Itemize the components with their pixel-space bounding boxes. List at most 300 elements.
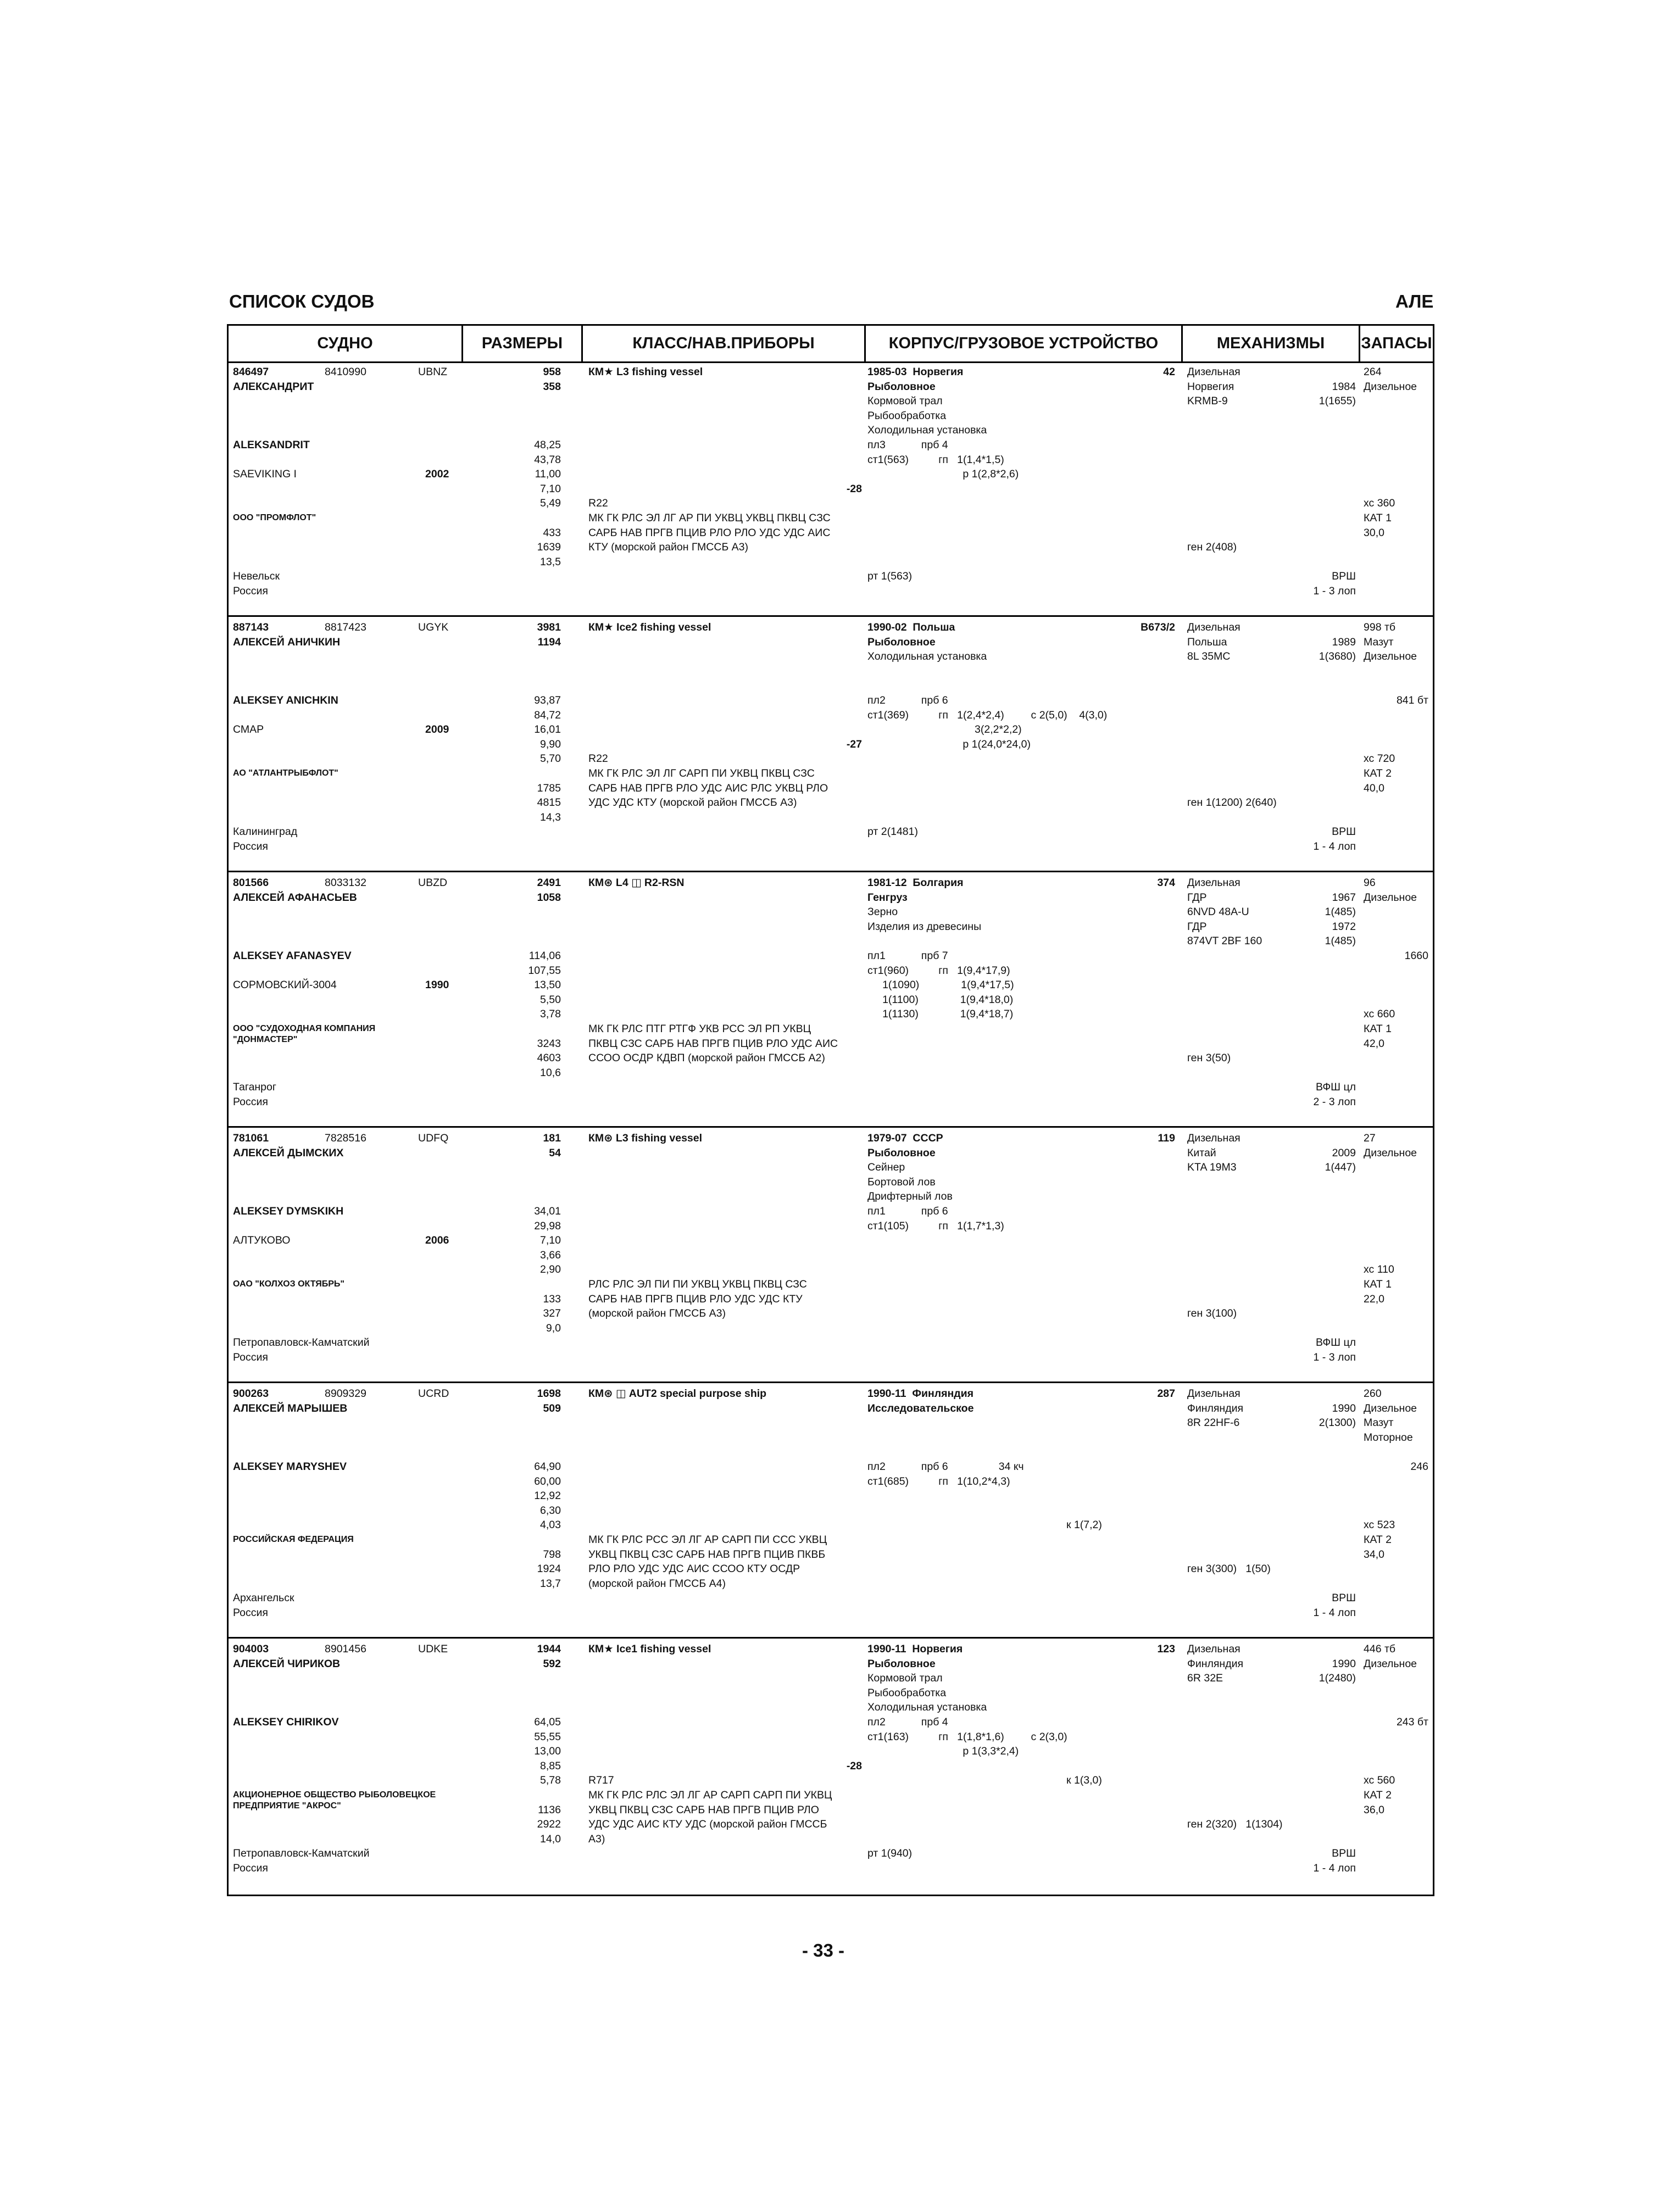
- class-notation: КМ★ Ice2 fishing vessel: [588, 621, 711, 633]
- vessel-name-ru: АЛЕКСЕЙ АНИЧКИН: [233, 636, 341, 648]
- imo-number: 7828516: [325, 1132, 366, 1144]
- dimension-value: 64,90: [534, 1461, 561, 1473]
- propeller-type: ВРШ: [1332, 570, 1356, 583]
- supply-line: Мазут: [1364, 1417, 1394, 1429]
- dimension-value: 2922: [537, 1818, 561, 1831]
- vessel-record: [229, 617, 1433, 872]
- dimension-value: 1698: [537, 1388, 561, 1400]
- build-info: 1981-12 Болгария: [867, 877, 964, 889]
- hull-extra: к 1(3,0): [1066, 1774, 1102, 1787]
- dimension-value: 1639: [537, 541, 561, 554]
- dimension-value: 54: [549, 1146, 561, 1159]
- engine-detail-value: 1989: [1332, 636, 1356, 648]
- vessel-name-en: ALEKSEY ANICHKIN: [233, 694, 338, 706]
- propeller-blades: 1 - 3 лоп: [1313, 1351, 1356, 1363]
- nav-code: R22: [588, 753, 608, 765]
- nav-code: R717: [588, 1774, 614, 1787]
- dimension-value: 34,01: [534, 1205, 561, 1217]
- imo-number: 8410990: [325, 366, 366, 378]
- hull-line: р 1(3,3*2,4): [867, 1745, 1019, 1758]
- build-info: 1990-02 Польша: [867, 621, 955, 633]
- call-sign: UGYK: [418, 621, 449, 633]
- dimension-value: 798: [543, 1548, 561, 1561]
- hull-line: Исследовательское: [867, 1402, 974, 1414]
- class-notation: КМ⊛ L3 fishing vessel: [588, 1132, 703, 1144]
- home-port: Таганрог: [233, 1081, 276, 1094]
- page-title: СПИСОК СУДОВ: [229, 291, 375, 311]
- hull-line: 1(1130) 1(9,4*18,7): [867, 1008, 1014, 1021]
- hull-line: пл3 прб 4: [867, 439, 948, 451]
- supply-line: Дизельное: [1364, 380, 1417, 393]
- vessel-record: [229, 1383, 1433, 1639]
- hull-line: Холодильная установка: [867, 650, 987, 663]
- former-name-year: 2002: [425, 468, 449, 481]
- build-info: 1979-07 СССР: [867, 1132, 943, 1144]
- propeller-type: ВРШ: [1332, 826, 1356, 838]
- owner: ОАО "КОЛХОЗ ОКТЯБРЬ": [233, 1279, 345, 1289]
- reg-number: 801566: [233, 877, 269, 889]
- supply-line: Дизельное: [1364, 1146, 1417, 1159]
- hull-line: Дрифтерный лов: [867, 1190, 953, 1203]
- imo-number: 8901456: [325, 1643, 366, 1655]
- vessel-record: [229, 361, 1433, 617]
- page-number: - 33 -: [802, 1940, 845, 1960]
- former-name: СМАР: [233, 723, 264, 736]
- nav-equipment-line: УКВЦ ПКВЦ СЗС САРБ НАВ ПРГВ ПЦИВ РЛО: [588, 1803, 819, 1816]
- col-header-machinery: МЕХАНИЗМЫ: [1183, 326, 1360, 361]
- nav-equipment-line: УДС УДС АИС КТУ УДС (морской район ГМССБ: [588, 1818, 827, 1831]
- dimension-value: 133: [543, 1293, 561, 1305]
- engine-detail-value: 1(485): [1325, 935, 1356, 948]
- engine-detail: Китай: [1187, 1146, 1216, 1159]
- engine-detail-value: 2(1300): [1319, 1417, 1356, 1429]
- imo-number: 8909329: [325, 1388, 366, 1400]
- class-notation: КМ★ Ice1 fishing vessel: [588, 1643, 711, 1655]
- dimension-value: 592: [543, 1657, 561, 1670]
- dimension-value: 16,01: [534, 723, 561, 736]
- supply-line: 260: [1364, 1388, 1382, 1400]
- nav-equipment-line: КТУ (морской район ГМССБ А3): [588, 541, 749, 554]
- supply-ballast: 246: [1410, 1461, 1428, 1473]
- vessel-record: [229, 1639, 1433, 1897]
- dimension-value: 9,0: [546, 1322, 561, 1334]
- build-info: 1985-03 Норвегия: [867, 366, 964, 378]
- flag-country: Россия: [233, 1351, 268, 1363]
- dimension-value: 93,87: [534, 694, 561, 706]
- owner: АКЦИОНЕРНОЕ ОБЩЕСТВО РЫБОЛОВЕЦКОЕ ПРЕДПРИЯТИЕ "АКРОС": [233, 1790, 436, 1811]
- imo-number: 8817423: [325, 621, 366, 633]
- supply-line: хс 523: [1364, 1519, 1395, 1531]
- engine-detail: ГДР: [1187, 920, 1207, 933]
- dimension-value: 60,00: [534, 1475, 561, 1488]
- flag-country: Россия: [233, 585, 268, 597]
- class-notation: КМ⊛ L4 ◫ R2-RSN: [588, 877, 685, 889]
- dimension-value: 7,10: [540, 1234, 561, 1247]
- generators: ген 2(320) 1(1304): [1187, 1818, 1283, 1831]
- hull-line: Рыболовное: [867, 1146, 936, 1159]
- hull-line: Кормовой трал: [867, 395, 943, 408]
- engine-detail-value: 1990: [1332, 1402, 1356, 1414]
- call-sign: UBNZ: [418, 366, 448, 378]
- col-header-hull: КОРПУС/ГРУЗОВОЕ УСТРОЙСТВО: [866, 326, 1183, 361]
- build-info: 1990-11 Финляндия: [867, 1388, 974, 1400]
- supply-line: КАТ 1: [1364, 512, 1392, 524]
- supply-line: хс 110: [1364, 1263, 1394, 1276]
- supply-line: Дизельное: [1364, 891, 1417, 904]
- dimension-value: 29,98: [534, 1219, 561, 1232]
- owner: ООО "ПРОМФЛОТ": [233, 512, 316, 522]
- hull-line: 1(1100) 1(9,4*18,0): [867, 993, 1014, 1006]
- propeller-type: ВРШ: [1332, 1847, 1356, 1860]
- col-header-dimensions: РАЗМЕРЫ: [463, 326, 583, 361]
- dimension-value: 13,5: [540, 555, 561, 568]
- flag-country: Россия: [233, 1862, 268, 1874]
- supply-line: 34,0: [1364, 1548, 1384, 1561]
- home-port: Калининград: [233, 826, 298, 838]
- supply-line: КАТ 1: [1364, 1278, 1392, 1290]
- propeller-blades: 2 - 3 лоп: [1313, 1096, 1356, 1108]
- hull-line: Кормовой трал: [867, 1672, 943, 1685]
- dimension-value: 84,72: [534, 709, 561, 721]
- call-sign: UCRD: [418, 1388, 449, 1400]
- engine-detail-value: 1972: [1332, 920, 1356, 933]
- vessel-name-en: ALEKSEY CHIRIKOV: [233, 1716, 339, 1728]
- hull-line: Рыбообработка: [867, 1686, 947, 1699]
- hull-line: ст1(163) гп 1(1,8*1,6) с 2(3,0): [867, 1730, 1067, 1743]
- refrigerated-holds: рт 1(940): [867, 1847, 913, 1860]
- hull-line: ст1(685) гп 1(10,2*4,3): [867, 1475, 1010, 1488]
- generators: ген 3(300) 1(50): [1187, 1563, 1271, 1575]
- build-number: 287: [1157, 1388, 1175, 1400]
- engine-type: Дизельная: [1187, 1388, 1240, 1400]
- supply-line: 22,0: [1364, 1293, 1384, 1305]
- dimension-value: 3981: [537, 621, 561, 633]
- nav-code: R22: [588, 497, 608, 510]
- hull-line: 3(2,2*2,2): [867, 723, 1022, 736]
- dimension-value: 958: [543, 366, 561, 378]
- hull-line: пл2 прб 4: [867, 1716, 948, 1728]
- flag-country: Россия: [233, 840, 268, 853]
- hull-extra: к 1(7,2): [1066, 1519, 1102, 1531]
- supply-line: 264: [1364, 366, 1382, 378]
- engine-detail-value: 1967: [1332, 891, 1356, 904]
- engine-detail: ГДР: [1187, 891, 1207, 904]
- vessel-name-ru: АЛЕКСЕЙ ДЫМСКИХ: [233, 1146, 344, 1159]
- former-name-year: 2009: [425, 723, 449, 736]
- nav-equipment-line: МК ГК РЛС ЭЛ ЛГ АР ПИ УКВЦ УКВЦ ПКВЦ СЗС: [588, 512, 831, 524]
- hull-line: Рыбообработка: [867, 409, 947, 422]
- call-sign: UDKE: [418, 1643, 448, 1655]
- dimension-value: 1194: [537, 636, 561, 648]
- owner: ООО "СУДОХОДНАЯ КОМПАНИЯ "ДОНМАСТЕР": [233, 1023, 376, 1044]
- engine-detail-value: 1984: [1332, 380, 1356, 393]
- former-name-year: 2006: [425, 1234, 449, 1247]
- propeller-blades: 1 - 4 лоп: [1313, 1607, 1356, 1619]
- dimension-value: 358: [543, 380, 561, 393]
- engine-detail: Финляндия: [1187, 1657, 1244, 1670]
- refrigerated-holds: рт 2(1481): [867, 826, 918, 838]
- ship-list-table: [227, 324, 1434, 1896]
- engine-detail: 874VT 2BF 160: [1187, 935, 1262, 948]
- dimension-value: 1136: [538, 1803, 561, 1816]
- hull-line: Зерно: [867, 906, 898, 918]
- dimension-value: 327: [543, 1307, 561, 1320]
- vessel-name-ru: АЛЕКСАНДРИТ: [233, 380, 314, 393]
- dimension-value: 13,00: [534, 1745, 561, 1758]
- supply-line: хс 660: [1364, 1008, 1395, 1021]
- col-header-vessel: СУДНО: [229, 326, 463, 361]
- engine-detail-value: 1(2480): [1319, 1672, 1356, 1685]
- supply-line: Мазут: [1364, 636, 1394, 648]
- nav-equipment-line: УДС УДС КТУ (морской район ГМССБ А3): [588, 796, 797, 809]
- build-number: 374: [1157, 877, 1175, 889]
- build-info: 1990-11 Норвегия: [867, 1643, 963, 1655]
- supply-line: КАТ 2: [1364, 767, 1392, 779]
- ice-class: -27: [846, 738, 862, 750]
- dimension-value: 6,30: [540, 1504, 561, 1517]
- nav-equipment-line: ПКВЦ СЗС САРБ НАВ ПРГВ ПЦИВ РЛО УДС АИС: [588, 1037, 838, 1050]
- former-name-year: 1990: [425, 979, 449, 991]
- vessel-name-ru: АЛЕКСЕЙ МАРЫШЕВ: [233, 1402, 348, 1414]
- generators: ген 3(50): [1187, 1052, 1231, 1065]
- nav-equipment-line: МК ГК РЛС РЛС ЭЛ ЛГ АР САРП САРП ПИ УКВЦ: [588, 1789, 832, 1801]
- supply-ballast: 1660: [1404, 950, 1428, 962]
- supply-line: 36,0: [1364, 1803, 1384, 1816]
- class-notation: КМ★ L3 fishing vessel: [588, 366, 703, 378]
- engine-type: Дизельная: [1187, 1132, 1240, 1144]
- reg-number: 781061: [233, 1132, 269, 1144]
- call-sign: UDFQ: [418, 1132, 449, 1144]
- engine-detail: 8L 35MC: [1187, 650, 1231, 663]
- dimension-value: 4603: [537, 1052, 561, 1065]
- supply-line: 40,0: [1364, 782, 1384, 794]
- dimension-value: 55,55: [534, 1730, 561, 1743]
- supply-line: хс 720: [1364, 753, 1395, 765]
- propeller-type: ВФШ цл: [1315, 1336, 1356, 1349]
- generators: ген 1(1200) 2(640): [1187, 796, 1277, 809]
- supply-line: 27: [1364, 1132, 1376, 1144]
- dimension-value: 181: [543, 1132, 561, 1144]
- ice-class: -28: [846, 482, 862, 495]
- supply-line: КАТ 1: [1364, 1023, 1392, 1035]
- supply-line: КАТ 2: [1364, 1534, 1392, 1546]
- dimension-value: 14,0: [540, 1832, 561, 1845]
- dimension-value: 48,25: [534, 439, 561, 451]
- hull-line: ст1(960) гп 1(9,4*17,9): [867, 964, 1010, 977]
- nav-equipment-line: МК ГК РЛС РСС ЭЛ ЛГ АР САРП ПИ ССС УКВЦ: [588, 1534, 827, 1546]
- supply-line: Дизельное: [1364, 1657, 1417, 1670]
- hull-line: р 1(2,8*2,6): [867, 468, 1019, 481]
- engine-type: Дизельная: [1187, 366, 1240, 378]
- supply-line: 446 тб: [1364, 1643, 1396, 1655]
- supply-line: хс 360: [1364, 497, 1395, 510]
- vessel-name-en: ALEKSEY MARYSHEV: [233, 1461, 347, 1473]
- table-header: [229, 326, 1433, 363]
- engine-detail: Финляндия: [1187, 1402, 1244, 1414]
- col-header-class: КЛАСС/НАВ.ПРИБОРЫ: [583, 326, 866, 361]
- dimension-value: 2,90: [540, 1263, 561, 1276]
- dimension-value: 114,06: [529, 950, 561, 962]
- hull-line: Изделия из древесины: [867, 920, 982, 933]
- nav-equipment-line: МК ГК РЛС ЭЛ ЛГ САРП ПИ УКВЦ ПКВЦ СЗС: [588, 767, 815, 779]
- home-port: Невельск: [233, 570, 280, 583]
- reg-number: 887143: [233, 621, 269, 633]
- dimension-value: 1924: [537, 1563, 561, 1575]
- hull-line: пл1 прб 6: [867, 1205, 948, 1217]
- dimension-value: 5,78: [540, 1774, 561, 1787]
- hull-line: Рыболовное: [867, 1657, 936, 1670]
- flag-country: Россия: [233, 1096, 268, 1108]
- dimension-value: 12,92: [534, 1490, 561, 1502]
- home-port: Петропавловск-Камчатский: [233, 1336, 370, 1349]
- dimension-value: 2491: [537, 877, 561, 889]
- engine-detail-value: 1(3680): [1319, 650, 1356, 663]
- hull-line: ст1(563) гп 1(1,4*1,5): [867, 453, 1004, 466]
- nav-equipment-line: УКВЦ ПКВЦ СЗС САРБ НАВ ПРГВ ПЦИВ ПКВБ: [588, 1548, 826, 1561]
- supply-ballast: 243 бт: [1396, 1716, 1428, 1728]
- former-name: SAEVIKING I: [233, 468, 297, 481]
- engine-detail-value: 1(447): [1325, 1161, 1356, 1174]
- engine-detail-value: 1990: [1332, 1657, 1356, 1670]
- dimension-value: 433: [543, 526, 561, 539]
- engine-detail: 6NVD 48A-U: [1187, 906, 1249, 918]
- reg-number: 846497: [233, 366, 269, 378]
- imo-number: 8033132: [325, 877, 366, 889]
- dimension-value: 10,6: [540, 1066, 561, 1079]
- dimension-value: 3,66: [540, 1249, 561, 1261]
- dimension-value: 1944: [537, 1643, 561, 1655]
- dimension-value: 5,49: [540, 497, 561, 510]
- home-port: Петропавловск-Камчатский: [233, 1847, 370, 1860]
- nav-equipment-line: РЛО РЛО УДС УДС АИС ССОО КТУ ОСДР: [588, 1563, 800, 1575]
- dimension-value: 5,50: [540, 993, 561, 1006]
- hull-line: р 1(24,0*24,0): [867, 738, 1031, 750]
- dimension-value: 4,03: [540, 1519, 561, 1531]
- vessel-name-en: ALEKSEY DYMSKIKH: [233, 1205, 344, 1217]
- nav-equipment-line: САРБ НАВ ПРГВ ПЦИВ РЛО УДС УДС КТУ: [588, 1293, 803, 1305]
- build-number: 123: [1157, 1643, 1175, 1655]
- engine-detail-value: 1(485): [1325, 906, 1356, 918]
- engine-detail: 6R 32E: [1187, 1672, 1223, 1685]
- vessel-record: [229, 872, 1433, 1128]
- supply-line: 30,0: [1364, 526, 1384, 539]
- hull-line: ст1(105) гп 1(1,7*1,3): [867, 1219, 1004, 1232]
- section-code: АЛЕ: [1395, 291, 1434, 311]
- dimension-value: 107,55: [528, 964, 561, 977]
- vessel-record: [229, 1128, 1433, 1383]
- hull-line: Холодильная установка: [867, 424, 987, 437]
- reg-number: 904003: [233, 1643, 269, 1655]
- vessel-name-en: ALEKSEY AFANASYEV: [233, 950, 352, 962]
- engine-detail: 8R 22HF-6: [1187, 1417, 1240, 1429]
- propeller-blades: 1 - 4 лоп: [1313, 1862, 1356, 1874]
- flag-country: Россия: [233, 1607, 268, 1619]
- hull-line: пл2 прб 6 34 кч: [867, 1461, 1024, 1473]
- dimension-value: 43,78: [534, 453, 561, 466]
- hull-line: Рыболовное: [867, 636, 936, 648]
- hull-line: Рыболовное: [867, 380, 936, 393]
- propeller-blades: 1 - 3 лоп: [1313, 585, 1356, 597]
- hull-line: пл2 прб 6: [867, 694, 948, 706]
- engine-type: Дизельная: [1187, 877, 1240, 889]
- engine-detail-value: 2009: [1332, 1146, 1356, 1159]
- nav-equipment-line: САРБ НАВ ПРГВ ПЦИВ РЛО РЛО УДС УДС АИС: [588, 526, 831, 539]
- dimension-value: 1785: [537, 782, 561, 794]
- vessel-name-ru: АЛЕКСЕЙ АФАНАСЬЕВ: [233, 891, 357, 904]
- call-sign: UBZD: [418, 877, 448, 889]
- supply-line: 42,0: [1364, 1037, 1384, 1050]
- supply-line: Дизельное: [1364, 650, 1417, 663]
- refrigerated-holds: рт 1(563): [867, 570, 913, 583]
- generators: ген 2(408): [1187, 541, 1237, 554]
- dimension-value: 3,78: [540, 1008, 561, 1021]
- dimension-value: 3243: [537, 1037, 561, 1050]
- supply-ballast: 841 бт: [1396, 694, 1428, 706]
- engine-type: Дизельная: [1187, 621, 1240, 633]
- dimension-value: 4815: [537, 796, 561, 809]
- vessel-name-ru: АЛЕКСЕЙ ЧИРИКОВ: [233, 1657, 341, 1670]
- supply-line: КАТ 2: [1364, 1789, 1392, 1801]
- supply-line: 998 тб: [1364, 621, 1396, 633]
- dimension-value: 5,70: [540, 753, 561, 765]
- engine-type: Дизельная: [1187, 1643, 1240, 1655]
- reg-number: 900263: [233, 1388, 269, 1400]
- nav-equipment-line: (морской район ГМССБ А4): [588, 1577, 726, 1590]
- nav-equipment-line: А3): [588, 1832, 605, 1845]
- hull-line: Генгруз: [867, 891, 908, 904]
- hull-line: 1(1090) 1(9,4*17,5): [867, 979, 1014, 991]
- build-number: 119: [1158, 1132, 1175, 1144]
- nav-equipment-line: МК ГК РЛС ПТГ РТГФ УКВ РСС ЭЛ РП УКВЦ: [588, 1023, 811, 1035]
- dimension-value: 9,90: [540, 738, 561, 750]
- home-port: Архангельск: [233, 1592, 294, 1605]
- ice-class: -28: [846, 1759, 862, 1772]
- propeller-type: ВРШ: [1332, 1592, 1356, 1605]
- supply-line: хс 560: [1364, 1774, 1395, 1787]
- hull-line: ст1(369) гп 1(2,4*2,4) с 2(5,0) 4(3,0): [867, 709, 1108, 721]
- nav-equipment-line: (морской район ГМССБ А3): [588, 1307, 726, 1320]
- build-number: B673/2: [1141, 621, 1175, 633]
- col-header-supplies: ЗАПАСЫ: [1361, 335, 1432, 352]
- dimension-value: 14,3: [540, 811, 561, 823]
- dimension-value: 7,10: [540, 482, 561, 495]
- hull-line: Бортовой лов: [867, 1176, 936, 1188]
- dimension-value: 11,00: [535, 468, 561, 481]
- class-notation: КМ⊛ ◫ AUT2 special purpose ship: [588, 1388, 767, 1400]
- propeller-blades: 1 - 4 лоп: [1313, 840, 1356, 853]
- propeller-type: ВФШ цл: [1315, 1081, 1356, 1094]
- nav-equipment-line: ССОО ОСДР КДВП (морской район ГМССБ А2): [588, 1052, 825, 1065]
- owner: АО "АТЛАНТРЫБФЛОТ": [233, 768, 338, 778]
- dimension-value: 13,7: [540, 1577, 561, 1590]
- hull-line: пл1 прб 7: [867, 950, 948, 962]
- engine-detail: KTA 19M3: [1187, 1161, 1237, 1174]
- engine-detail-value: 1(1655): [1319, 395, 1356, 408]
- generators: ген 3(100): [1187, 1307, 1237, 1320]
- owner: РОССИЙСКАЯ ФЕДЕРАЦИЯ: [233, 1534, 354, 1544]
- dimension-value: 1058: [537, 891, 561, 904]
- former-name: АЛТУКОВО: [233, 1234, 291, 1247]
- dimension-value: 8,85: [540, 1759, 561, 1772]
- build-number: 42: [1163, 366, 1175, 378]
- supply-line: Моторное: [1364, 1431, 1413, 1444]
- engine-detail: Польша: [1187, 636, 1227, 648]
- dimension-value: 64,05: [534, 1716, 561, 1728]
- dimension-value: 509: [543, 1402, 561, 1414]
- nav-equipment-line: РЛС РЛС ЭЛ ПИ ПИ УКВЦ УКВЦ ПКВЦ СЗС: [588, 1278, 807, 1290]
- dimension-value: 13,50: [534, 979, 561, 991]
- supply-line: 96: [1364, 877, 1376, 889]
